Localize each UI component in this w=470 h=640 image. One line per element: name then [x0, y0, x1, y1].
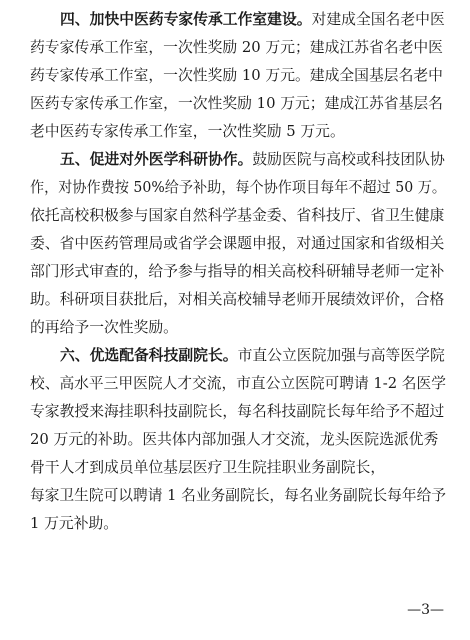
section-4-text-3: 药专家传承工作室，一次性奖励 10 万元。建成全国基层名老中 — [30, 67, 443, 84]
section-6-text-5: 骨干人才到成员单位基层医疗卫生院挂职业务副院长， — [30, 459, 386, 476]
section-6-heading: 六、优选配备科技副院长。 — [60, 347, 238, 364]
section-6-text-3: 专家教授来海挂职科技副院长，每名科技副院长每年给予不超过 — [30, 403, 445, 420]
section-4-line-5 — [0, 118, 470, 146]
section-5-line-5 — [0, 258, 470, 286]
section-4-text-2: 药专家传承工作室，一次性奖励 20 万元；建成江苏省名老中医 — [30, 39, 443, 56]
section-5-text-7: 的再给予一次性奖励。 — [30, 319, 178, 336]
section-6-line-1 — [0, 342, 470, 370]
section-5-line-6 — [0, 286, 470, 314]
section-4-text-4: 医药专家传承工作室，一次性奖励 10 万元；建成江苏省基层名 — [30, 95, 443, 112]
section-4-line-2 — [0, 34, 470, 62]
section-4-line-4 — [0, 90, 470, 118]
section-5-line-1 — [0, 146, 470, 174]
section-5-line-4 — [0, 230, 470, 258]
section-5-text-5: 部门形式审查的，给予参与指导的相关高校科研辅导老师一定补 — [30, 263, 445, 280]
section-6-text-6: 每家卫生院可以聘请 1 名业务副院长，每名业务副院长每年给予 — [30, 487, 447, 504]
section-6-line-7 — [0, 510, 470, 538]
section-4-text-1: 对建成全国名老中医 — [311, 11, 445, 28]
section-5-text-1: 鼓励医院与高校或科技团队协 — [252, 151, 445, 168]
section-6-text-4: 20 万元的补助。医共体内部加强人才交流，龙头医院选派优秀 — [30, 431, 439, 448]
section-6-text-2: 校、高水平三甲医院人才交流，市直公立医院可聘请 1-2 名医学 — [30, 375, 447, 392]
section-6-line-6 — [0, 482, 470, 510]
section-6-line-5 — [0, 454, 470, 482]
section-6-line-4 — [0, 426, 470, 454]
section-4-text-5: 老中医药专家传承工作室，一次性奖励 5 万元。 — [30, 123, 345, 140]
section-5-line-2 — [0, 174, 470, 202]
section-6-text-1: 市直公立医院加强与高等医学院 — [237, 347, 445, 364]
page-number: —3— — [407, 602, 444, 618]
section-6-line-2 — [0, 370, 470, 398]
section-5-text-2: 作，对协作费按 50%给予补助，每个协作项目每年不超过 50 万。 — [30, 179, 446, 196]
section-4-line-3 — [0, 62, 470, 90]
section-6-line-3 — [0, 398, 470, 426]
section-5-text-3: 依托高校积极参与国家自然科学基金委、省科技厅、省卫生健康 — [30, 207, 445, 224]
section-5-line-3 — [0, 202, 470, 230]
section-5-line-7 — [0, 314, 470, 342]
section-4-line-1 — [0, 6, 470, 34]
section-6-text-7: 1 万元补助。 — [30, 515, 119, 532]
section-4-heading: 四、加快中医药专家传承工作室建设。 — [60, 11, 312, 28]
section-5-text-6: 助。科研项目获批后，对相关高校辅导老师开展绩效评价，合格 — [30, 291, 445, 308]
section-5-text-4: 委、省中医药管理局或省学会课题申报，对通过国家和省级相关 — [30, 235, 445, 252]
section-5-heading: 五、促进对外医学科研协作。 — [60, 151, 253, 168]
